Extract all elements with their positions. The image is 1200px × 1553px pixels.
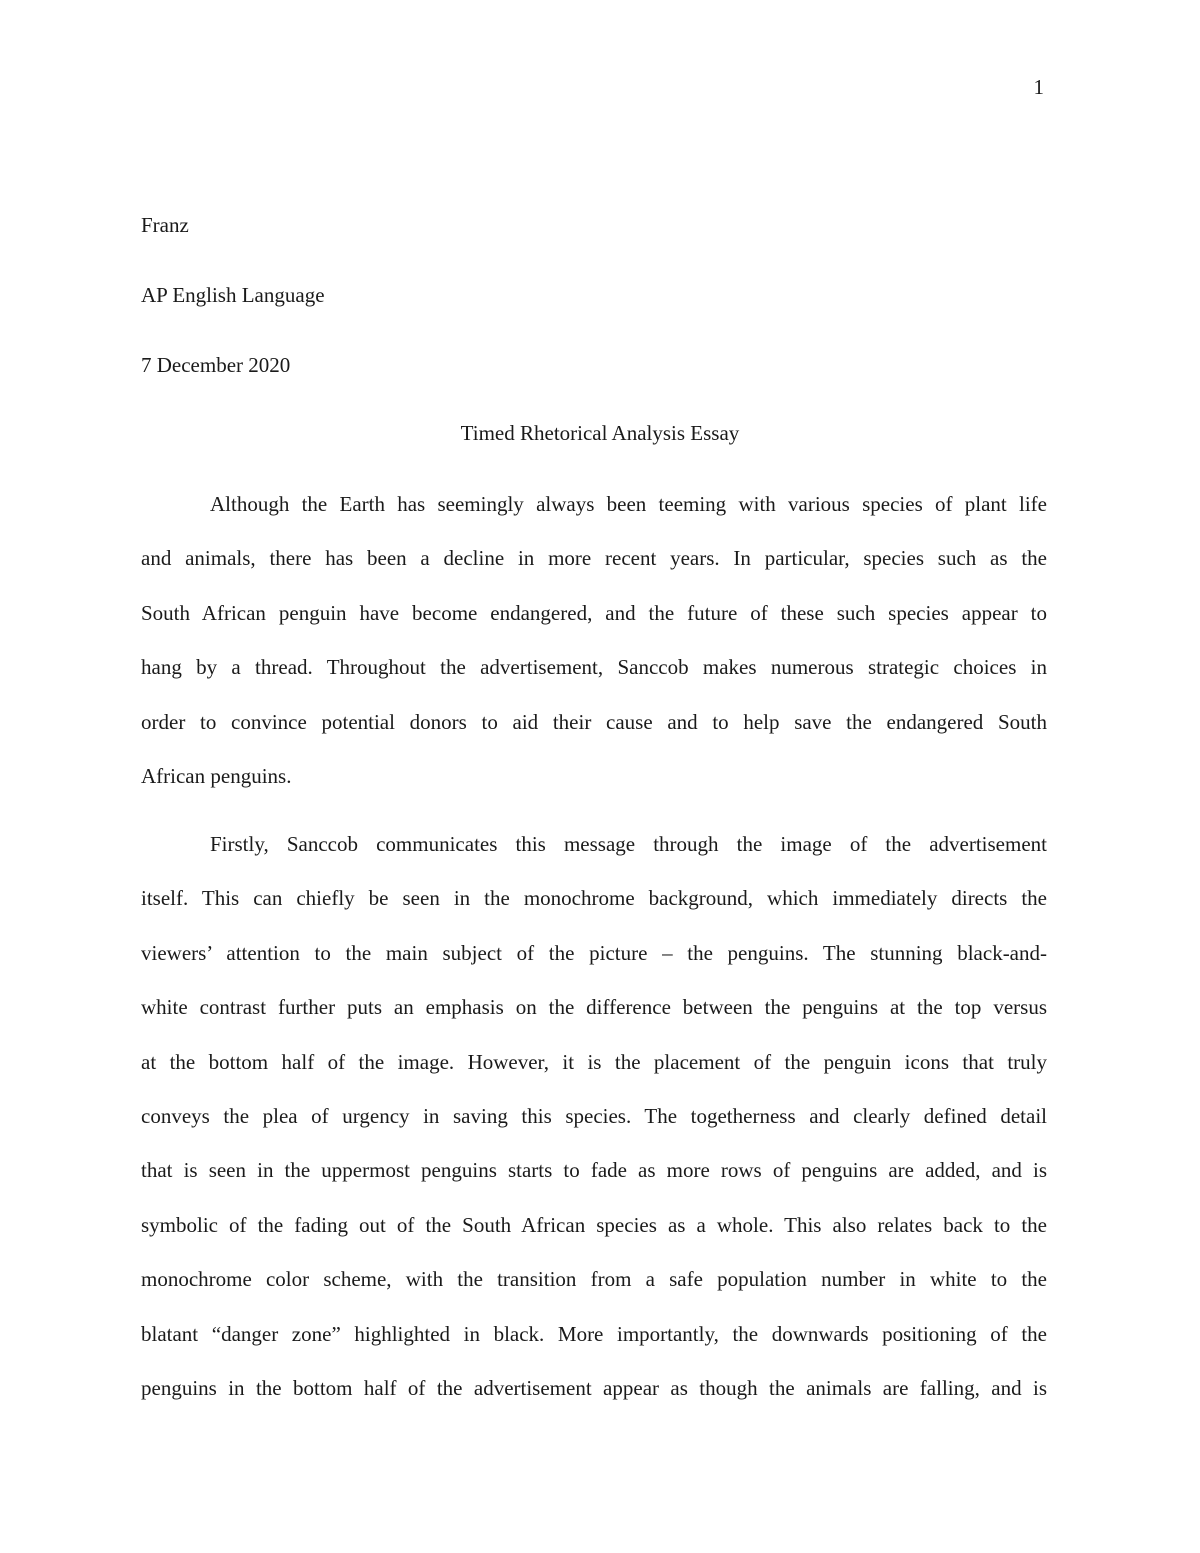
author-name: Franz (141, 213, 189, 237)
paragraph-1 (141, 491, 1047, 817)
paragraph-line: penguins in the bottom half of the advertisement appear as though the animals are falling, and is (141, 1375, 1047, 1400)
essay-date: 7 December 2020 (141, 353, 291, 377)
paragraph-line: monochrome color scheme, with the transition from a safe population number in white to the (141, 1267, 1047, 1292)
paragraph-line: Firstly, Sanccob communicates this message through the image of the advertisement (210, 832, 1047, 856)
paragraph-line: order to convince potential donors to aid their cause and to help save the endangered South (141, 709, 1047, 734)
paragraph-line: South African penguin have become endangered, and the future of these such species appear to (141, 600, 1047, 625)
paragraph-2 (141, 831, 1047, 1429)
paragraph-line: itself. This can chiefly be seen in the monochrome background, which immediately directs the (141, 886, 1047, 911)
paragraph-line: hang by a thread. Throughout the advertisement, Sanccob makes numerous strategic choices in (141, 655, 1047, 680)
page-number: 1 (1033, 75, 1044, 99)
course-name: AP English Language (141, 283, 325, 307)
essay-title: Timed Rhetorical Analysis Essay (460, 421, 740, 445)
paragraph-line: viewers’ attention to the main subject of the picture – the penguins. The stunning black-and- (141, 940, 1047, 965)
paragraph-line: and animals, there has been a decline in more recent years. In particular, species such as the (141, 546, 1047, 571)
paragraph-line: Although the Earth has seemingly always been teeming with various species of plant life (210, 492, 1047, 516)
paragraph-line: blatant “danger zone” highlighted in black. More importantly, the downwards positioning of the (141, 1321, 1047, 1346)
paragraph-line: African penguins. (141, 763, 292, 788)
paragraph-line: conveys the plea of urgency in saving this species. The togetherness and clearly defined detail (141, 1103, 1047, 1128)
paragraph-line: symbolic of the fading out of the South African species as a whole. This also relates back to the (141, 1212, 1047, 1237)
paragraph-line: white contrast further puts an emphasis on the difference between the penguins at the top versus (141, 995, 1047, 1020)
paragraph-line: that is seen in the uppermost penguins starts to fade as more rows of penguins are added, and is (141, 1158, 1047, 1183)
paragraph-line: at the bottom half of the image. However, it is the placement of the penguin icons that truly (141, 1049, 1047, 1074)
